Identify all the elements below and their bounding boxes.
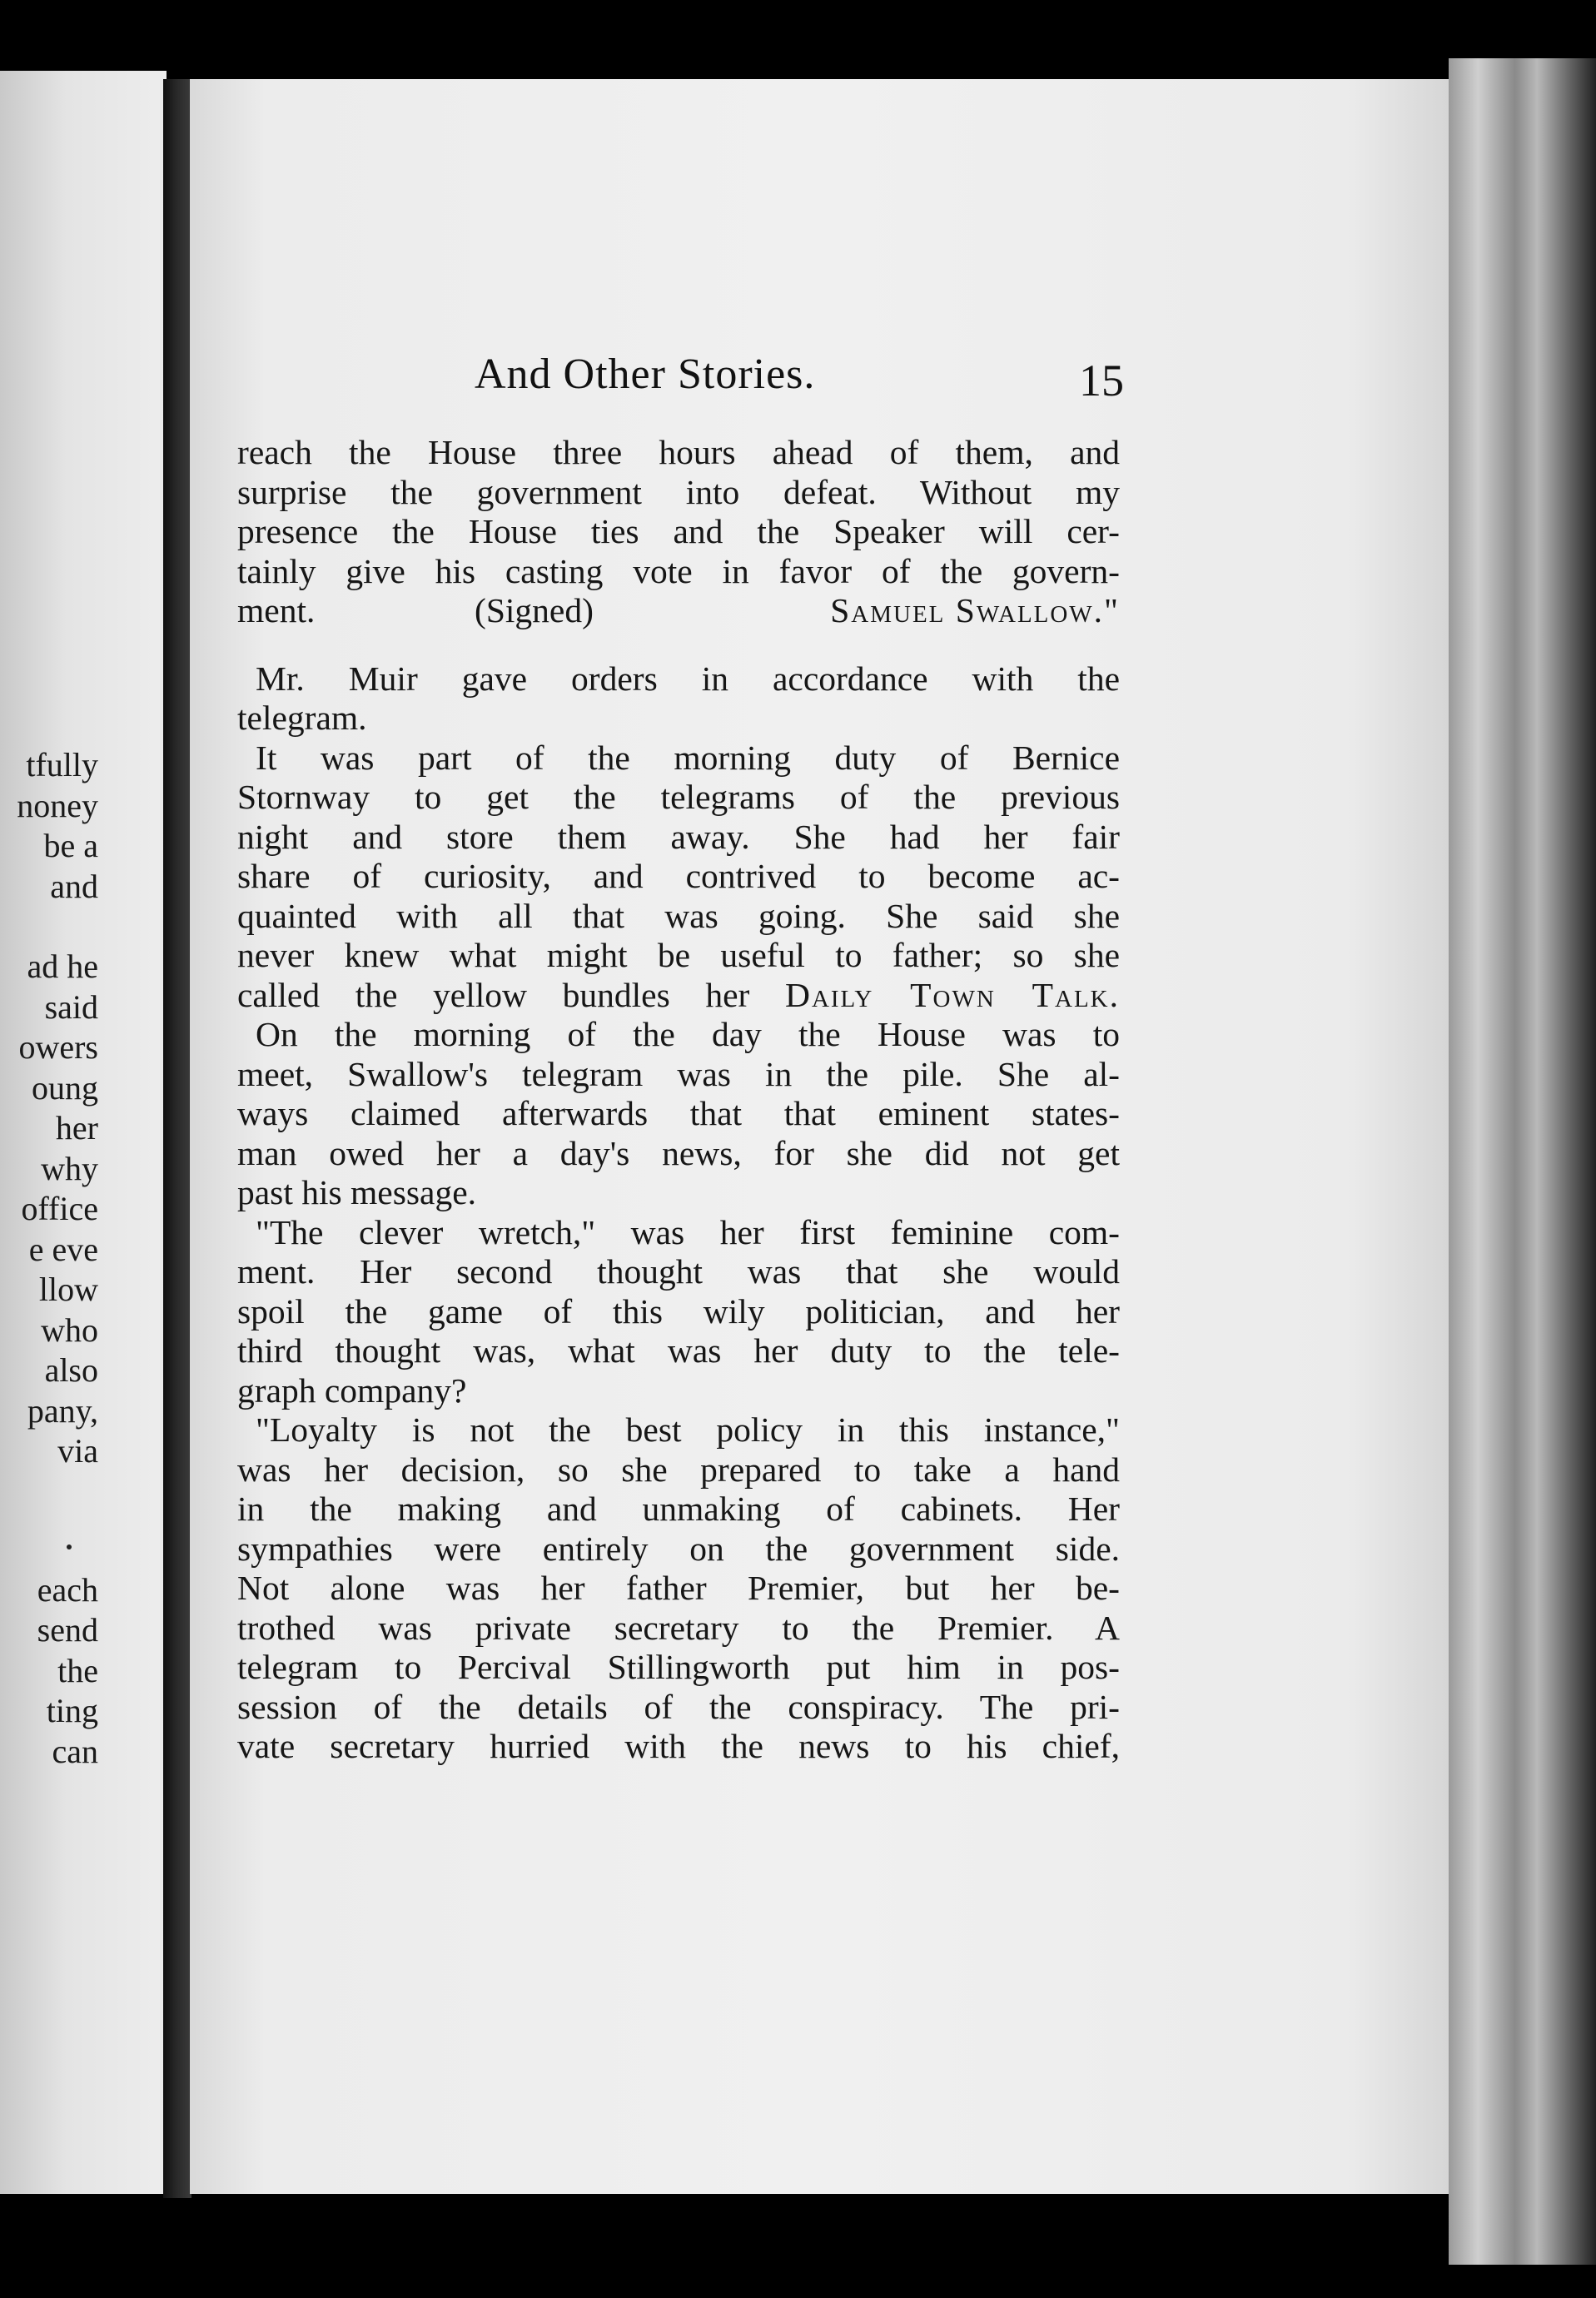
fragment-line: ting: [46, 1692, 98, 1729]
text-line: quainted with all that was going. She said she: [237, 896, 1120, 935]
paragraph-clever-wretch-first-line: [237, 1213, 1120, 1253]
text-line: spoil the game of this wily politician, and her: [237, 1291, 1120, 1331]
book-gutter-shadow: [163, 79, 191, 2198]
paragraph-bernice-first-line: [237, 739, 1120, 778]
text-line: ways claimed afterwards that that eminent states-: [237, 1094, 1120, 1132]
paragraph-loyalty-first-line: [237, 1410, 1120, 1450]
fragment-line: can: [52, 1732, 98, 1770]
fragment-line: pany,: [27, 1391, 98, 1430]
text-line: past his message.: [237, 1173, 476, 1211]
fragment-gap: [0, 1530, 167, 1570]
fragment-line: who: [41, 1311, 98, 1349]
text-line: telegram to Percival Stillingworth put him in pos-: [237, 1648, 1120, 1686]
text-line: On the morning of the day the House was to: [256, 1015, 1120, 1053]
fragment-line: e eve: [28, 1230, 98, 1268]
fragment-line: llow: [38, 1271, 98, 1308]
paragraph-bernice: [237, 778, 1120, 1015]
fragment-line: and: [50, 867, 98, 905]
paragraph-telegram-end: [237, 433, 1120, 631]
text-line: meet, Swallow's telegram was in the pile. She al-: [237, 1054, 1120, 1093]
text-line: share of curiosity, and contrived to become ac-: [237, 857, 1120, 895]
page-number: 15: [1079, 356, 1124, 405]
fragment-line: send: [37, 1611, 98, 1649]
running-title: And Other Stories.: [475, 351, 816, 398]
text-line: "Loyalty is not the best policy in this instance,": [256, 1410, 1120, 1449]
text-line: "The clever wretch," was her first feminine com-: [256, 1212, 1120, 1251]
fragment-line: via: [57, 1432, 98, 1470]
text-line: night and store them away. She had her fair: [237, 817, 1120, 856]
fragment-line: ad he: [27, 948, 98, 985]
paragraph-morning-first-line: [237, 1015, 1120, 1055]
fragment-line: office: [21, 1190, 98, 1227]
paragraph-spacer: [237, 631, 1120, 659]
fragment-line: the: [57, 1651, 98, 1689]
text-line: vate secretary hurried with the news to his chief,: [237, 1727, 1120, 1765]
fragment-line: also: [44, 1351, 98, 1389]
text-line: graph company?: [237, 1370, 467, 1410]
fragment-line: why: [41, 1149, 98, 1187]
text-line: surprise the government into defeat. Without my: [237, 472, 1120, 511]
paragraph-clever-wretch: [237, 1252, 1120, 1410]
text-line: never knew what might be useful to father; so she: [237, 936, 1120, 974]
paragraph-muir-orders-cont: [237, 699, 1120, 739]
fragment-line: noney: [17, 786, 98, 824]
page-body: [237, 433, 1120, 1767]
fragment-line: said: [44, 987, 98, 1026]
text-line: sympathies were entirely on the government side.: [237, 1529, 1120, 1568]
text-line: ment. Her second thought was that she would: [237, 1252, 1120, 1291]
signature-line: [237, 591, 1120, 631]
fragment-line: each: [37, 1570, 98, 1609]
signatory-name: Samuel Swallow.": [830, 591, 1120, 629]
text-line: Mr. Muir gave orders in accordance with the: [256, 659, 1120, 698]
text-line: man owed her a day's news, for she did not get: [237, 1133, 1120, 1172]
text-line: [237, 976, 1120, 1016]
fragment-line: her: [55, 1109, 98, 1147]
text-line: third thought was, what was her duty to the tele-: [237, 1331, 1120, 1370]
fragment-line: owers: [18, 1028, 98, 1066]
fragment-gap: [0, 1472, 167, 1530]
text-line: was her decision, so she prepared to take a hand: [237, 1450, 1120, 1489]
paragraph-muir-orders: [237, 659, 1120, 699]
previous-page-fragment: [0, 71, 167, 2194]
text-line: tainly give his casting vote in favor of the govern-: [237, 551, 1120, 590]
paragraph-morning: [237, 1055, 1120, 1213]
text-line: reach the House three hours ahead of them, and: [237, 433, 1120, 471]
text-line: telegram.: [237, 699, 367, 737]
running-header: [475, 350, 1124, 416]
fragment-line: tfully: [26, 746, 98, 783]
text-line: Stornway to get the telegrams of the previous: [237, 778, 1120, 816]
fragment-line: oung: [32, 1068, 98, 1107]
book-page-edges: [1449, 58, 1596, 2265]
previous-page-line-endings: [0, 745, 167, 1772]
text-line: session of the details of the conspiracy. The pri-: [237, 1687, 1120, 1726]
paragraph-loyalty: [237, 1450, 1120, 1767]
fragment-line: be a: [43, 827, 98, 864]
closing-text: called the yellow bundles her: [237, 975, 785, 1014]
stray-mark: [67, 1544, 72, 1549]
signature-line-start: ment.: [237, 591, 316, 629]
signed-mark: (Signed): [475, 591, 594, 629]
text-line: presence the House ties and the Speaker will cer-: [237, 512, 1120, 550]
text-line: Not alone was her father Premier, but her be-: [237, 1569, 1120, 1607]
text-line: trothed was private secretary to the Premier. A: [237, 1608, 1120, 1647]
fragment-gap: [0, 907, 167, 947]
newspaper-title: Daily Town Talk.: [784, 975, 1120, 1014]
text-line: It was part of the morning duty of Bernice: [256, 738, 1120, 777]
text-line: in the making and unmaking of cabinets. Her: [237, 1490, 1120, 1528]
